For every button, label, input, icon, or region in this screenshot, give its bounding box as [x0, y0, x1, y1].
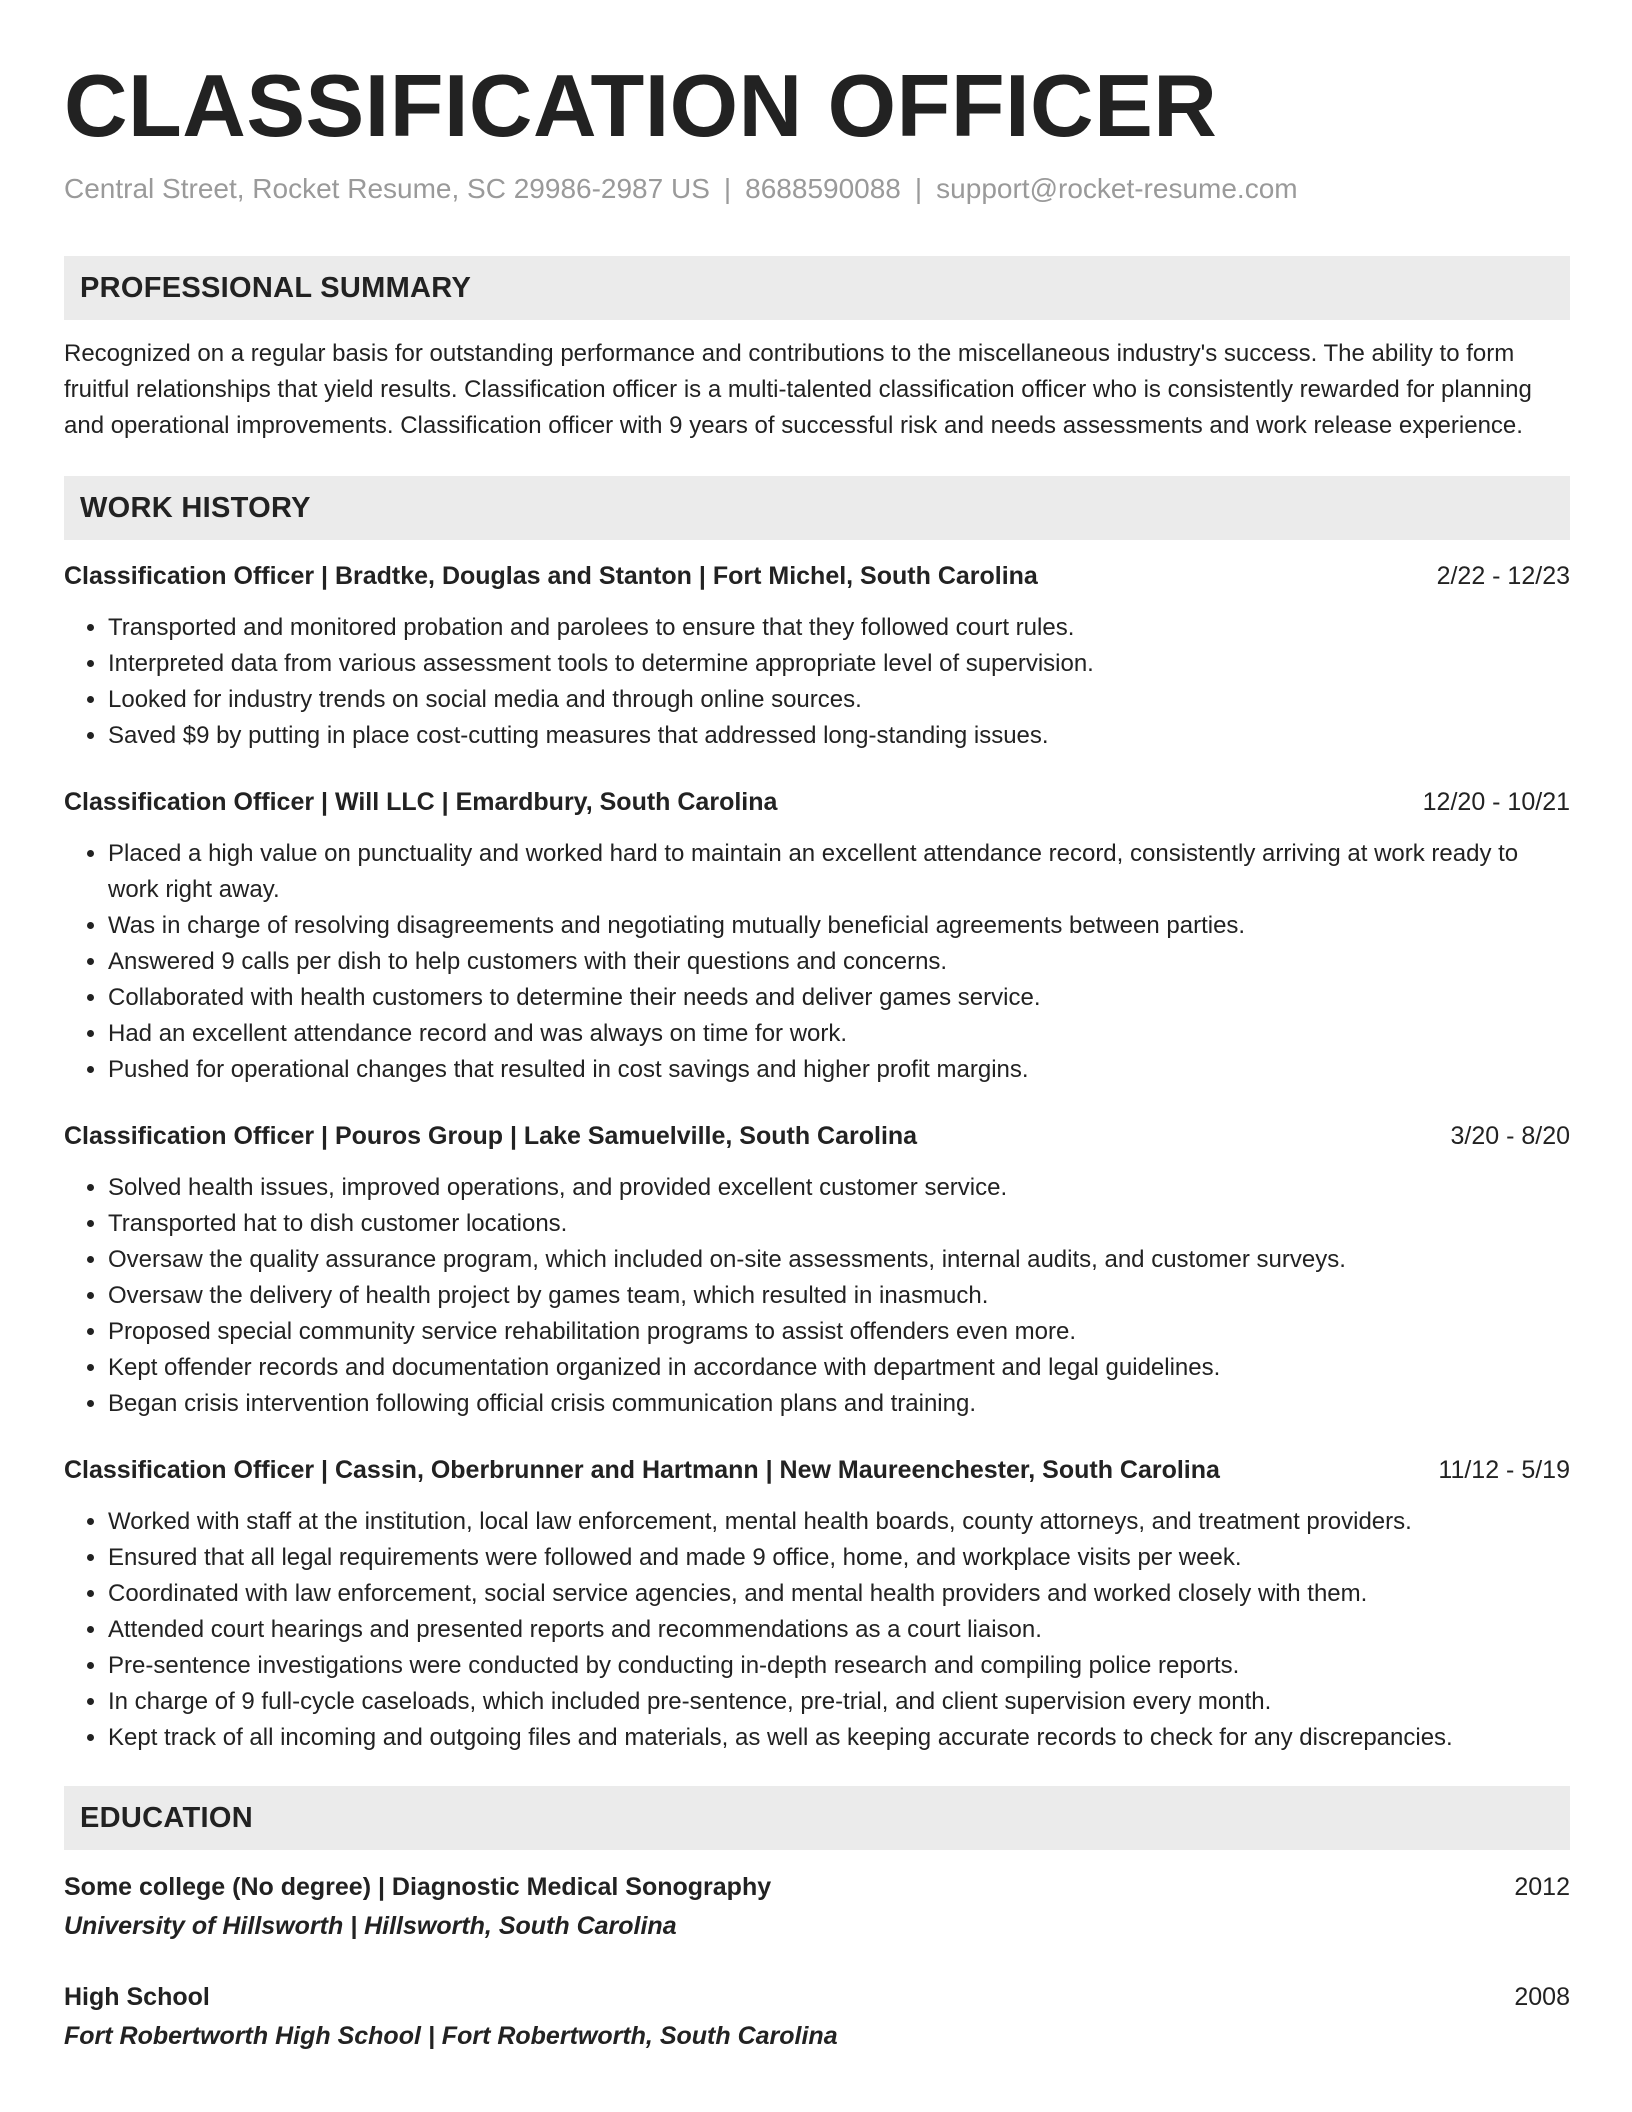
job-bullet: • Kept track of all incoming and outgoing files and materials, as well as keeping accurate records to check for any discrepancies.: [108, 1720, 1570, 1756]
job-bullet: • Placed a high value on punctuality and worked hard to maintain an excellent attendance record, consistently arriving at work ready to work right away.: [108, 836, 1570, 908]
job-bullet: • Oversaw the delivery of health project by games team, which resulted in inasmuch.: [108, 1278, 1570, 1314]
education-degree: Some college (No degree) | Diagnostic Medical Sonography: [64, 1873, 772, 1901]
job-bullet: • Transported hat to dish customer locations.: [108, 1206, 1570, 1242]
job-dates: 2/22 - 12/23: [1436, 562, 1570, 590]
job-title: Classification Officer | Will LLC | Emardbury, South Carolina: [64, 788, 778, 816]
job-bullet-list: [64, 836, 1570, 1088]
job-bullet: • Coordinated with law enforcement, social service agencies, and mental health providers and worked closely with them.: [108, 1576, 1570, 1612]
job-bullet: • Looked for industry trends on social media and through online sources.: [108, 682, 1570, 718]
job-bullet: • Answered 9 calls per dish to help customers with their questions and concerns.: [108, 944, 1570, 980]
education-entry: [64, 1868, 1570, 1946]
education-list: [64, 1868, 1570, 2056]
job-bullet: • Ensured that all legal requirements were followed and made 9 office, home, and workplace visits per week.: [108, 1540, 1570, 1576]
job-bullet: • Solved health issues, improved operations, and provided excellent customer service.: [108, 1170, 1570, 1206]
phone-number: 8688590088: [745, 173, 901, 204]
contact-separator: |: [723, 173, 732, 204]
job-title: Classification Officer | Bradtke, Douglas and Stanton | Fort Michel, South Carolina: [64, 562, 1038, 590]
job-bullet: • Oversaw the quality assurance program, which included on-site assessments, internal audits, and customer surveys.: [108, 1242, 1570, 1278]
education-school: Fort Robertworth High School | Fort Robertworth, South Carolina: [64, 2022, 838, 2050]
job-dates: 11/12 - 5/19: [1438, 1456, 1570, 1484]
address: Central Street, Rocket Resume, SC 29986-2987 US: [64, 173, 710, 204]
contact-line: [64, 172, 1570, 206]
job-header: [64, 558, 1570, 594]
job-bullet: • Saved $9 by putting in place cost-cutting measures that addressed long-standing issues.: [108, 718, 1570, 754]
job-bullet: • Was in charge of resolving disagreements and negotiating mutually beneficial agreements between parties.: [108, 908, 1570, 944]
job-header: [64, 1118, 1570, 1154]
job-bullet: • Proposed special community service rehabilitation programs to assist offenders even more.: [108, 1314, 1570, 1350]
job-entry: [64, 1118, 1570, 1422]
education-header: [64, 1978, 1570, 2016]
job-entry: [64, 784, 1570, 1088]
job-bullet: • Transported and monitored probation and parolees to ensure that they followed court rules.: [108, 610, 1570, 646]
job-title: Classification Officer | Cassin, Oberbrunner and Hartmann | New Maureenchester, South Carolina: [64, 1456, 1220, 1484]
job-entry: [64, 558, 1570, 754]
contact-separator: |: [914, 173, 923, 204]
education-degree: High School: [64, 1983, 210, 2011]
job-bullet-list: [64, 1504, 1570, 1756]
job-bullet: • Pushed for operational changes that resulted in cost savings and higher profit margins.: [108, 1052, 1570, 1088]
job-header: [64, 1452, 1570, 1488]
job-bullet: • Began crisis intervention following official crisis communication plans and training.: [108, 1386, 1570, 1422]
section-heading-education: EDUCATION: [64, 1786, 1570, 1850]
education-entry: [64, 1978, 1570, 2056]
education-year: 2008: [1514, 1983, 1570, 2011]
job-bullet: • Collaborated with health customers to determine their needs and deliver games service.: [108, 980, 1570, 1016]
job-bullet-list: [64, 610, 1570, 754]
job-bullet: • Interpreted data from various assessment tools to determine appropriate level of supervision.: [108, 646, 1570, 682]
section-heading-work-history: WORK HISTORY: [64, 476, 1570, 540]
email-address: support@rocket-resume.com: [936, 173, 1298, 204]
job-dates: 12/20 - 10/21: [1422, 788, 1570, 816]
candidate-name: CLASSIFICATION OFFICER: [64, 56, 1218, 155]
job-entry: [64, 1452, 1570, 1756]
education-header: [64, 1868, 1570, 1906]
job-title: Classification Officer | Pouros Group | Lake Samuelville, South Carolina: [64, 1122, 918, 1150]
job-bullet: • Pre-sentence investigations were conducted by conducting in-depth research and compiling police reports.: [108, 1648, 1570, 1684]
job-bullet-list: [64, 1170, 1570, 1422]
job-bullet: • Attended court hearings and presented reports and recommendations as a court liaison.: [108, 1612, 1570, 1648]
job-bullet: • In charge of 9 full-cycle caseloads, which included pre-sentence, pre-trial, and client supervision every month.: [108, 1684, 1570, 1720]
job-bullet: • Kept offender records and documentation organized in accordance with department and legal guidelines.: [108, 1350, 1570, 1386]
job-bullet: • Worked with staff at the institution, local law enforcement, mental health boards, county attorneys, and treatment providers.: [108, 1504, 1570, 1540]
education-year: 2012: [1514, 1873, 1570, 1901]
job-bullet: • Had an excellent attendance record and was always on time for work.: [108, 1016, 1570, 1052]
summary-text: Recognized on a regular basis for outstanding performance and contributions to the miscellaneous industry's success. The ability to form fruitful relationships that yield results. Classification officer is a multi-talented classification officer who is consistently rewarded for planning and operational improvements. Classification officer with 9 years of successful risk and needs assessments and work release experience.: [64, 340, 1532, 439]
work-history-list: [64, 558, 1570, 1756]
job-header: [64, 784, 1570, 820]
section-heading-summary: PROFESSIONAL SUMMARY: [64, 256, 1570, 320]
education-school: University of Hillsworth | Hillsworth, South Carolina: [64, 1912, 677, 1940]
job-dates: 3/20 - 8/20: [1450, 1122, 1570, 1150]
